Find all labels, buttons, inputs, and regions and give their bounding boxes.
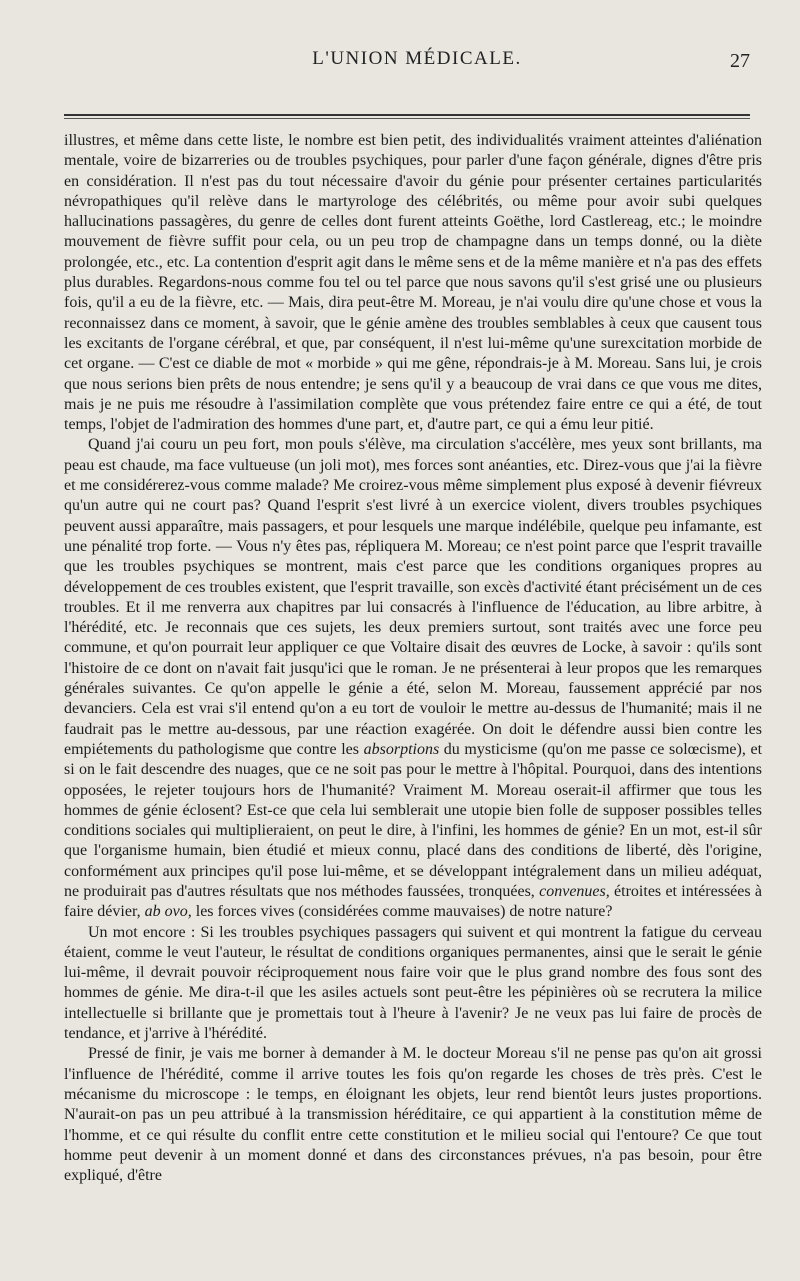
- header-rule: [64, 114, 750, 116]
- header-rule-thin: [64, 118, 750, 119]
- paragraph: [64, 131, 762, 435]
- italic-text: ab ovo,: [144, 903, 192, 921]
- paragraph-text: du mysticisme (qu'on me passe ce solœcisme), et si on le fait descendre des nuages, que ce ne soit pas pour le mettre à l'hôpital. Pourquoi, dans des intentions opposées, le rejeter toujours hors de l'humanité? Vraiment M. Moreau oserait-il affirmer que tous les hommes de génie éclosent? Est-ce que cela lui semblerait une utopie bien folle de supposer possibles telles conditions sociales qui multiplieraient, on peut le dire, à l'infini, les hommes de génie? En un mot, est-il sûr que l'organisme humain, bien étudié et mieux connu, placé dans des conditions de liberté, dès l'origine, conformément aux principes qu'il pose lui-même, et se développant intégralement dans un milieu adéquat, ne produirait pas d'autres résultats que nos méthodes faussées, tronquées,: [64, 740, 763, 900]
- paragraph-text: illustres, et même dans cette liste, le nombre est bien petit, des individualités vraiment atteintes d'aliénation mentale, voire de bizarreries ou de troubles psychiques, pour parler d'une façon générale, dignes d'être pris en considération. Il n'est pas du tout nécessaire d'avoir du génie pour présenter certaines particularités névropathiques qu'il relève dans le martyrologe des célébrités, ou même pour avoir subi quelques hallucinations passagères, du genre de celles dont furent atteints Goëthe, lord Castlereag, etc.; le moindre mouvement de fièvre suffit pour cela, ou un peu trop de champagne dans un temps donné, ou la diète prolongée, etc., etc. La contention d'esprit agit dans le même sens et de la même manière et n'a pas des effets plus durables. Regardons-nous comme fou tel ou tel parce que nous savons qu'il s'est grisé une ou plusieurs fois, qu'il a eu de la fièvre, etc. — Mais, dira peut-être M. Moreau, je n'ai voulu dire qu'une chose et vous la reconnaissez dans ce moment, à savoir, que le génie amène des troubles semblables à ceux que causent tous les excitants de l'organe cérébral, et que, par conséquent, il n'est lui-même qu'une surexcitation morbide de cet organe. — C'est ce diable de mot « morbide » qui me gêne, répondrais-je à M. Moreau. Sans lui, je crois que nous serions bien prêts de nous entendre; je sens qu'il y a beaucoup de vrai dans ce que vous me dites, mais je ne puis me résoudre à l'assimilation complète que vous prétendez faire entre ce qui a été, de tout temps, l'objet de l'admiration des hommes d'une part, et, d'autre part, ce qui a ému leur pitié.: [64, 132, 762, 434]
- italic-text: convenues,: [539, 882, 610, 900]
- paragraph-text: Un mot encore : Si les troubles psychiques passagers qui suivent et qui montrent la fatigue du cerveau étaient, comme le veut l'auteur, le résultat de conditions organiques permanentes, ainsi que le serait le génie lui-même, il devrait pouvoir réciproquement nous faire voir que le plus grand nombre des fous sont des hommes de génie. Me dira-t-il que les asiles actuels sont peut-être les pépinières où se recrutera la milice intellectuelle si brillante que je promettais tout à l'heure à l'avenir? Je ne veux pas lui faire de procès de tendance, et j'arrive à l'hérédité.: [64, 923, 762, 1043]
- paragraph-text: Pressé de finir, je vais me borner à demander à M. le docteur Moreau s'il ne pense pas qu'on ait grossi l'influence de l'hérédité, comme il arrive toutes les fois qu'on regarde les choses de très près. C'est le mécanisme du microscope : le temps, en éloignant les objets, leur rend bientôt leurs justes proportions. N'aurait-on pas un peu attribué à la transmission héréditaire, ce qui appartient à la constitution même de l'homme, et ce qui résulte du conflit entre cette constitution et le milieu social qui l'entoure? Ce que tout homme peut devenir à un moment donné et dans des circonstances prévues, n'a pas besoin, pour être expliqué, d'être: [64, 1045, 762, 1185]
- page-header: [64, 38, 770, 78]
- paragraph: [64, 435, 762, 922]
- italic-text: absorptions: [363, 740, 440, 758]
- body-text: [64, 131, 762, 1186]
- paragraph-text: étroites et intéressées à faire dévier,: [64, 882, 763, 921]
- paragraph: [64, 1044, 762, 1186]
- page-number: 27: [730, 50, 750, 72]
- paragraph-text: Quand j'ai couru un peu fort, mon pouls s'élève, ma circulation s'accélère, mes yeux sont brillants, ma peau est chaude, ma face vultueuse (un joli mot), mes forces sont anéanties, etc. Direz-vous que j'ai la fièvre et me considérerez-vous comme malade? Me croirez-vous même simplement plus exposé à devenir fiévreux qu'un autre qui ne court pas? Quand l'esprit s'est livré à un exercice violent, divers troubles psychiques peuvent aussi apparaître, mais passagers, et pour lesquels une marque indélébile, quelque peu infamante, est une pénalité trop forte. — Vous n'y êtes pas, répliquera M. Moreau; ce n'est point parce que l'esprit travaille que les troubles psychiques se montrent, mais c'est parce que les conditions organiques propres au développement de ces troubles existent, que l'esprit travaille, son excès d'activité étant précisément un de ces troubles. Et il me renverra aux chapitres par lui consacrés à l'influence de l'éducation, au libre arbitre, à l'hérédité, etc. Je reconnais que ces sujets, les deux premiers surtout, sont traités avec une force peu commune, et qu'on pourrait leur appliquer ce que Voltaire disait des œuvres de Locke, à savoir : qu'ils sont l'histoire de ce dont on n'avait fait jusqu'ici que le roman. Je ne présenterai à leur propos que les remarques générales suivantes. Ce qu'on appelle le génie a été, selon M. Moreau, faussement apprécié par nos devanciers. Cela est vrai s'il entend qu'on a eu tort de vouloir le mettre au-dessus de l'humanité; mais il ne faudrait pas le mettre au-dessous, par une réaction exagérée. On doit le défendre aussi bien contre les empiétements du pathologisme que contre les: [64, 436, 762, 758]
- paragraph: [64, 923, 762, 1045]
- paragraph-text: les forces vives (considérées comme mauvaises) de notre nature?: [191, 903, 613, 921]
- running-title: L'UNION MÉDICALE.: [312, 48, 522, 69]
